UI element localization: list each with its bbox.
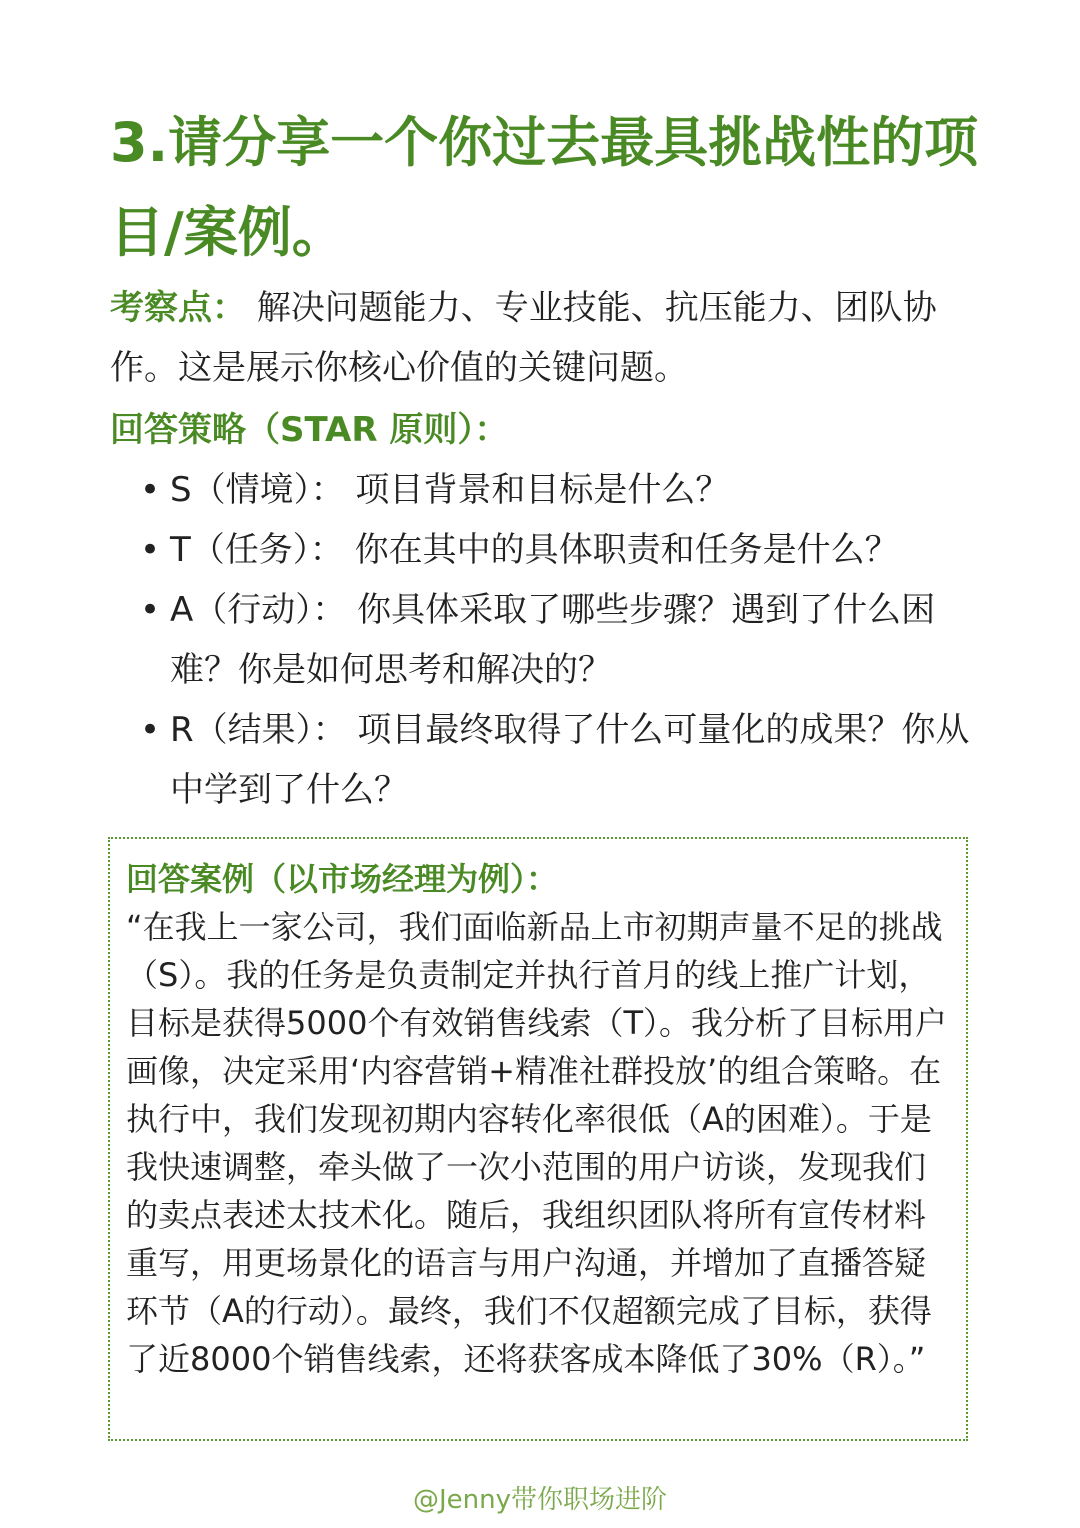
list-item-text: A（行动）： 你具体采取了哪些步骤？遇到了什么困难？你是如何思考和解决的？ bbox=[170, 590, 936, 690]
evaluation-points bbox=[110, 278, 980, 398]
bullet-icon: • bbox=[140, 530, 161, 570]
page-title: 3.请分享一个你过去最具挑战性的项目/案例。 bbox=[110, 111, 979, 264]
list-item-text: S（情境）： 项目背景和目标是什么？ bbox=[170, 470, 730, 510]
list-item bbox=[140, 520, 990, 580]
star-list bbox=[140, 460, 990, 820]
strategy-heading: 回答策略（STAR 原则）： bbox=[110, 410, 509, 450]
example-box bbox=[108, 837, 968, 1441]
bullet-icon: • bbox=[140, 710, 161, 750]
list-item bbox=[140, 460, 990, 520]
list-item-text: R（结果）： 项目最终取得了什么可量化的成果？你从中学到了什么？ bbox=[170, 710, 970, 810]
list-item-text: T（任务）： 你在其中的具体职责和任务是什么？ bbox=[170, 530, 899, 570]
evaluation-points-label: 考察点： bbox=[110, 288, 246, 328]
author-watermark: @Jenny带你职场进阶 bbox=[412, 1485, 667, 1515]
bullet-icon: • bbox=[140, 470, 161, 510]
example-heading: 回答案例（以市场经理为例）： bbox=[126, 860, 559, 898]
bullet-icon: • bbox=[140, 590, 161, 630]
list-item bbox=[140, 700, 990, 820]
example-text: “在我上一家公司，我们面临新品上市初期声量不足的挑战（S）。我的任务是负责制定并执行首月的线上推广计划，目标是获得5000个有效销售线索（T）。我分析了目标用户画像，决定采用‘内容营销+精准社群投放’的组合策略。在执行中，我们发现初期内容转化率很低（A的困难）。于是我快速调整，牵头做了一次小范围的用户访谈，发现我们的卖点表述太技术化。随后，我组织团队将所有宣传材料重写，用更场景化的语言与用户沟通，并增加了直播答疑环节（A的行动）。最终，我们不仅超额完成了目标，获得了近8000个销售线索，还将获客成本降低了30%（R）。” bbox=[126, 908, 947, 1378]
evaluation-points-text: 解决问题能力、专业技能、抗压能力、团队协作。这是展示你核心价值的关键问题。 bbox=[110, 288, 937, 388]
list-item bbox=[140, 580, 990, 700]
